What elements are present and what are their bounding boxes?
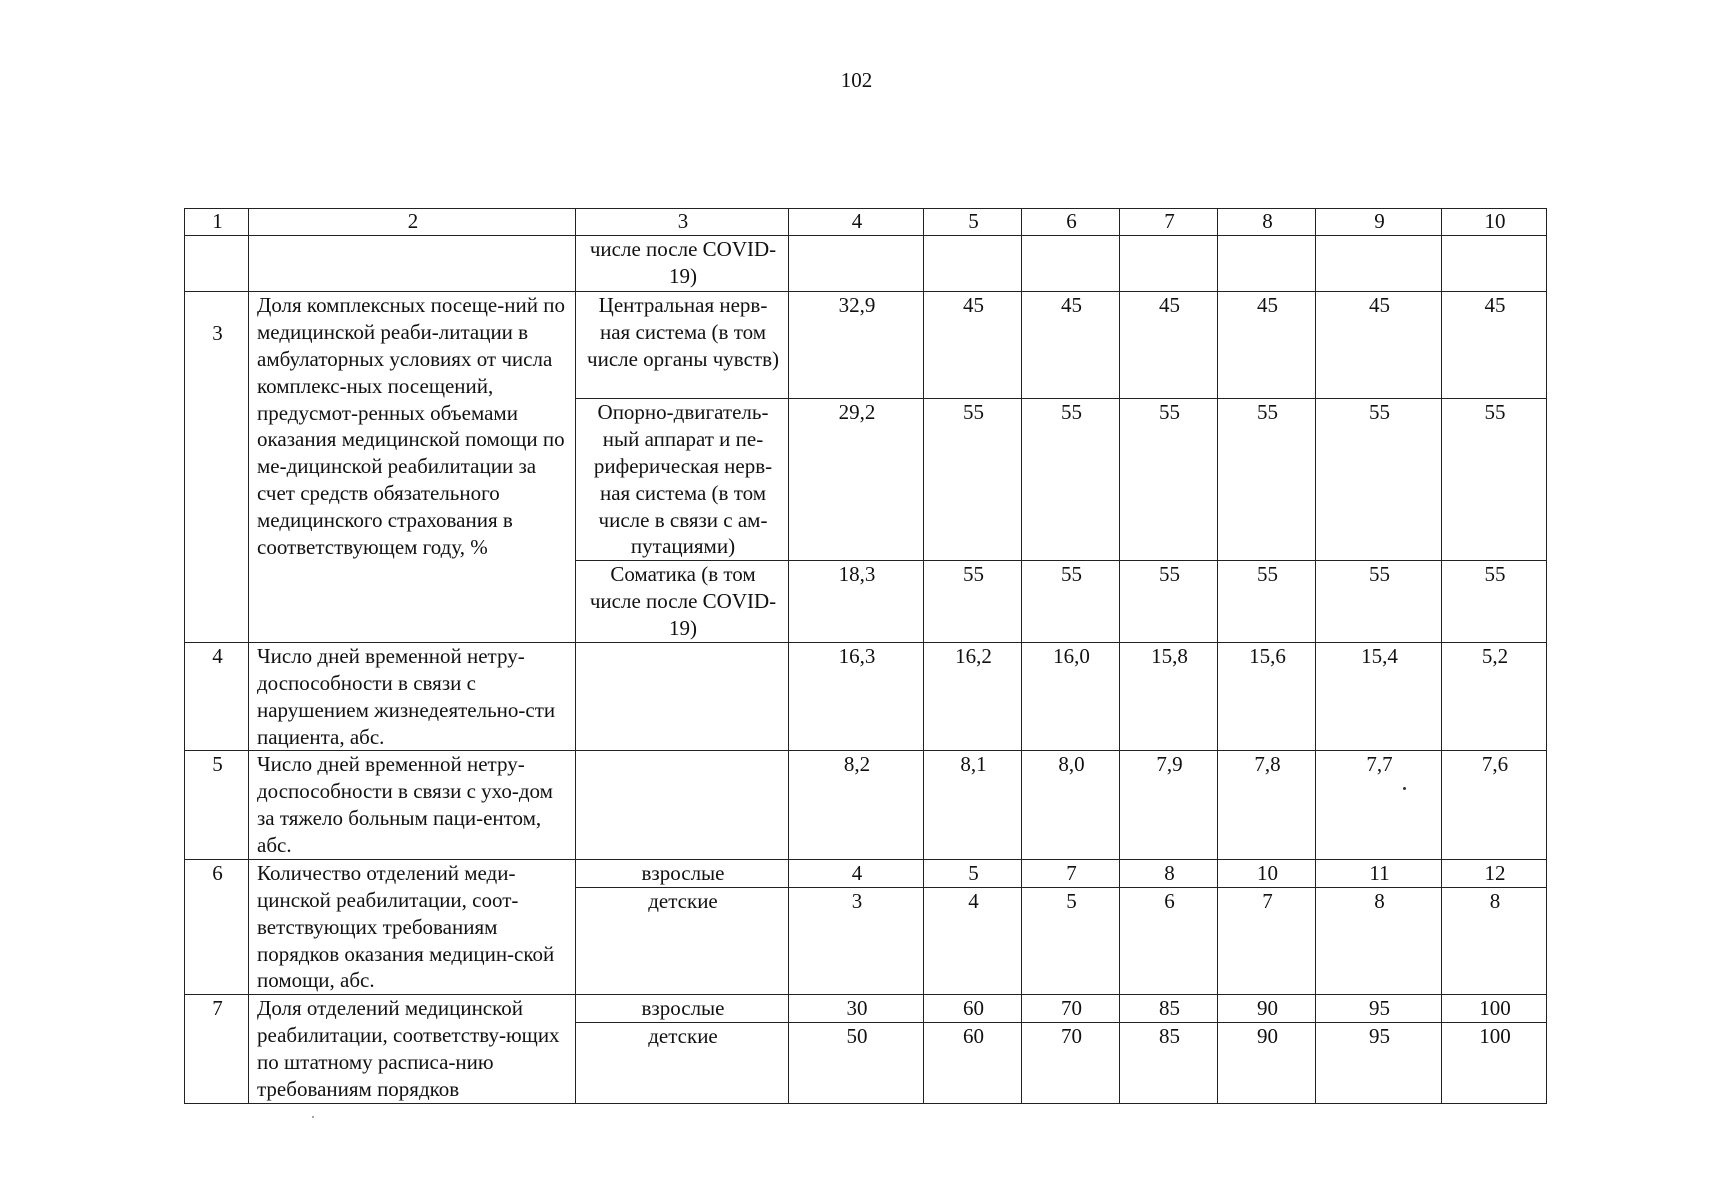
empty-cell — [1120, 236, 1218, 292]
value-cell: 16,0 — [1022, 642, 1120, 751]
value-cell: 6 — [1120, 887, 1218, 994]
value-cell: 4 — [789, 859, 924, 887]
value-cell: 55 — [924, 561, 1022, 643]
value-cell: 5 — [1022, 887, 1120, 994]
value-cell: 45 — [1120, 292, 1218, 399]
indicator-cell: Число дней временной нетру-доспособности в связи с нарушением жизнедеятельно-сти пациента, абс. — [249, 642, 576, 751]
value-cell: 55 — [1218, 561, 1316, 643]
indicator-cell: Доля комплексных посеще-ний по медицинской реаби-литации в амбулаторных условиях от числа комплекс-ных посещений, предусмот-ренных объемами оказания медицинской помощи по ме-дицинской реабилитации за счет средств обязательного медицинского страхования в соответствующем году, % — [249, 292, 576, 643]
value-cell: 10 — [1218, 859, 1316, 887]
value-cell: 18,3 — [789, 561, 924, 643]
value-cell: 12 — [1442, 859, 1547, 887]
empty-cell — [576, 642, 789, 751]
value-cell: 32,9 — [789, 292, 924, 399]
column-number: 4 — [789, 209, 924, 236]
value-cell: 7,9 — [1120, 751, 1218, 860]
category-cell: взрослые — [576, 995, 789, 1023]
value-cell: 55 — [1442, 399, 1547, 561]
value-cell: 85 — [1120, 1023, 1218, 1104]
value-cell: 100 — [1442, 1023, 1547, 1104]
column-number: 1 — [185, 209, 249, 236]
value-cell: 55 — [924, 399, 1022, 561]
value-cell: 4 — [924, 887, 1022, 994]
value-cell: 70 — [1022, 995, 1120, 1023]
value-cell: 60 — [924, 1023, 1022, 1104]
value-cell: 8,1 — [924, 751, 1022, 860]
empty-cell — [576, 751, 789, 860]
row-number: 4 — [185, 642, 249, 751]
category-cell: Центральная нерв-ная система (в том числе органы чувств) — [576, 292, 789, 399]
column-number: 10 — [1442, 209, 1547, 236]
indicator-cell: Доля отделений медицинской реабилитации, соответству-ющих по штатному расписа-нию требованиям порядков — [249, 995, 576, 1104]
column-number: 6 — [1022, 209, 1120, 236]
row-number: 3 — [185, 292, 249, 643]
scan-speck — [1403, 787, 1406, 790]
empty-cell — [1442, 236, 1547, 292]
value-cell: 45 — [1022, 292, 1120, 399]
category-cell: взрослые — [576, 859, 789, 887]
value-cell: 30 — [789, 995, 924, 1023]
value-cell: 45 — [1442, 292, 1547, 399]
empty-cell — [249, 236, 576, 292]
value-cell: 95 — [1316, 1023, 1442, 1104]
value-cell: 7,6 — [1442, 751, 1547, 860]
value-cell: 95 — [1316, 995, 1442, 1023]
empty-cell — [185, 236, 249, 292]
table-row — [185, 642, 1547, 751]
value-cell: 8 — [1316, 887, 1442, 994]
table-row — [185, 995, 1547, 1023]
column-number: 7 — [1120, 209, 1218, 236]
category-cell: детские — [576, 1023, 789, 1104]
continuation-row — [185, 236, 1547, 292]
value-cell: 55 — [1120, 399, 1218, 561]
row-number: 7 — [185, 995, 249, 1104]
value-cell: 15,4 — [1316, 642, 1442, 751]
category-cell: числе после COVID-19) — [576, 236, 789, 292]
value-cell: 16,3 — [789, 642, 924, 751]
table-row — [185, 292, 1547, 399]
value-cell: 11 — [1316, 859, 1442, 887]
value-cell: 70 — [1022, 1023, 1120, 1104]
value-cell: 45 — [1218, 292, 1316, 399]
row-number: 5 — [185, 751, 249, 860]
empty-cell — [1316, 236, 1442, 292]
empty-cell — [789, 236, 924, 292]
value-cell: 7 — [1218, 887, 1316, 994]
value-cell: 5 — [924, 859, 1022, 887]
value-cell: 7,8 — [1218, 751, 1316, 860]
value-cell: 55 — [1316, 561, 1442, 643]
indicator-cell: Количество отделений меди-цинской реабилитации, соот-ветствующих требованиям порядков оказания медицин-ской помощи, абс. — [249, 859, 576, 994]
category-cell: детские — [576, 887, 789, 994]
indicator-cell: Число дней временной нетру-доспособности в связи с ухо-дом за тяжело больным паци-ентом, абс. — [249, 751, 576, 860]
value-cell: 100 — [1442, 995, 1547, 1023]
row-number: 6 — [185, 859, 249, 994]
column-number: 3 — [576, 209, 789, 236]
value-cell: 8 — [1442, 887, 1547, 994]
value-cell: 55 — [1218, 399, 1316, 561]
value-cell: 45 — [1316, 292, 1442, 399]
value-cell: 8,2 — [789, 751, 924, 860]
value-cell: 8,0 — [1022, 751, 1120, 860]
value-cell: 7 — [1022, 859, 1120, 887]
column-number: 8 — [1218, 209, 1316, 236]
value-cell: 55 — [1120, 561, 1218, 643]
value-cell: 50 — [789, 1023, 924, 1104]
value-cell: 29,2 — [789, 399, 924, 561]
value-cell: 8 — [1120, 859, 1218, 887]
table-row — [185, 751, 1547, 860]
value-cell: 85 — [1120, 995, 1218, 1023]
indicators-table — [184, 208, 1547, 1104]
value-cell: 55 — [1316, 399, 1442, 561]
table-row — [185, 859, 1547, 887]
empty-cell — [1218, 236, 1316, 292]
column-number-row — [185, 209, 1547, 236]
value-cell: 90 — [1218, 1023, 1316, 1104]
value-cell: 55 — [1022, 399, 1120, 561]
empty-cell — [1022, 236, 1120, 292]
column-number: 5 — [924, 209, 1022, 236]
value-cell: 7,7 — [1316, 751, 1442, 860]
value-cell: 15,6 — [1218, 642, 1316, 751]
value-cell: 15,8 — [1120, 642, 1218, 751]
value-cell: 55 — [1022, 561, 1120, 643]
category-cell: Соматика (в том числе после COVID-19) — [576, 561, 789, 643]
column-number: 2 — [249, 209, 576, 236]
value-cell: 90 — [1218, 995, 1316, 1023]
value-cell: 3 — [789, 887, 924, 994]
value-cell: 60 — [924, 995, 1022, 1023]
value-cell: 5,2 — [1442, 642, 1547, 751]
scan-speck — [312, 1116, 314, 1118]
value-cell: 16,2 — [924, 642, 1022, 751]
value-cell: 55 — [1442, 561, 1547, 643]
category-cell: Опорно-двигатель-ный аппарат и пе-риферическая нерв-ная система (в том числе в связи с ам-путациями) — [576, 399, 789, 561]
empty-cell — [924, 236, 1022, 292]
column-number: 9 — [1316, 209, 1442, 236]
value-cell: 45 — [924, 292, 1022, 399]
page-number: 102 — [840, 68, 873, 92]
